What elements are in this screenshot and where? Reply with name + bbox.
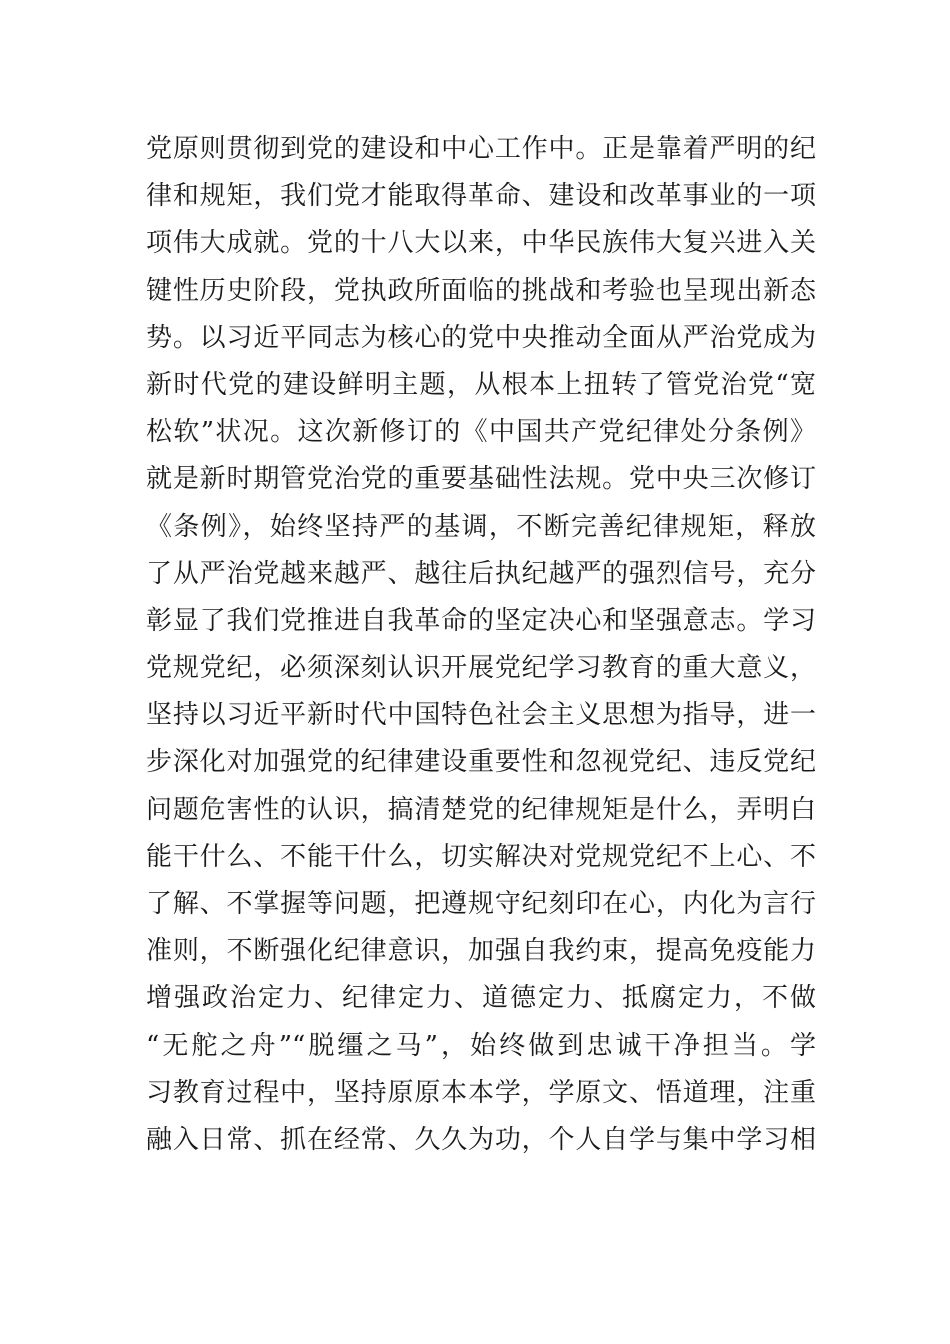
text-line: 党规党纪，必须深刻认识开展党纪学习教育的重大意义， — [146, 653, 816, 684]
text-line: 了解、不掌握等问题，把遵规守纪刻印在心，内化为言行 — [146, 889, 816, 919]
text-line: 党原则贯彻到党的建设和中心工作中。正是靠着严明的纪 — [146, 134, 816, 164]
text-line: 松软”状况。这次新修订的《中国共产党纪律处分条例》 — [146, 417, 816, 448]
text-line: 律和规矩，我们党才能取得革命、建设和改革事业的一项 — [146, 181, 816, 212]
text-line: 准则，不断强化纪律意识，加强自我约束，提高免疫能力 — [146, 936, 816, 967]
text-line: 项伟大成就。党的十八大以来，中华民族伟大复兴进入关 — [146, 228, 816, 259]
text-line: 习教育过程中，坚持原原本本学，学原文、悟道理，注重 — [146, 1077, 816, 1108]
text-line: “无舵之舟”“脱缰之马”，始终做到忠诚干净担当。学 — [146, 1030, 816, 1061]
text-line: 《条例》，始终坚持严的基调，不断完善纪律规矩，释放 — [146, 511, 816, 542]
text-line: 彰显了我们党推进自我革命的坚定决心和坚强意志。学习 — [146, 605, 816, 636]
text-line: 坚持以习近平新时代中国特色社会主义思想为指导，进一 — [146, 700, 816, 731]
text-line: 融入日常、抓在经常、久久为功，个人自学与集中学习相 — [146, 1124, 816, 1155]
text-line: 就是新时期管党治党的重要基础性法规。党中央三次修订 — [146, 464, 816, 495]
text-line: 键性历史阶段，党执政所面临的挑战和考验也呈现出新态 — [146, 275, 816, 306]
text-line: 增强政治定力、纪律定力、道德定力、抵腐定力，不做 — [146, 983, 816, 1014]
text-line: 了从严治党越来越严、越往后执纪越严的强烈信号，充分 — [146, 558, 816, 589]
text-line: 步深化对加强党的纪律建设重要性和忽视党纪、违反党纪 — [146, 747, 816, 778]
text-line: 问题危害性的认识，搞清楚党的纪律规矩是什么，弄明白 — [146, 794, 816, 825]
text-line: 势。以习近平同志为核心的党中央推动全面从严治党成为 — [146, 322, 816, 353]
body-paragraph — [146, 126, 816, 1164]
text-line: 能干什么、不能干什么，切实解决对党规党纪不上心、不 — [146, 841, 816, 872]
text-line: 新时代党的建设鲜明主题，从根本上扭转了管党治党“宽 — [146, 369, 816, 400]
